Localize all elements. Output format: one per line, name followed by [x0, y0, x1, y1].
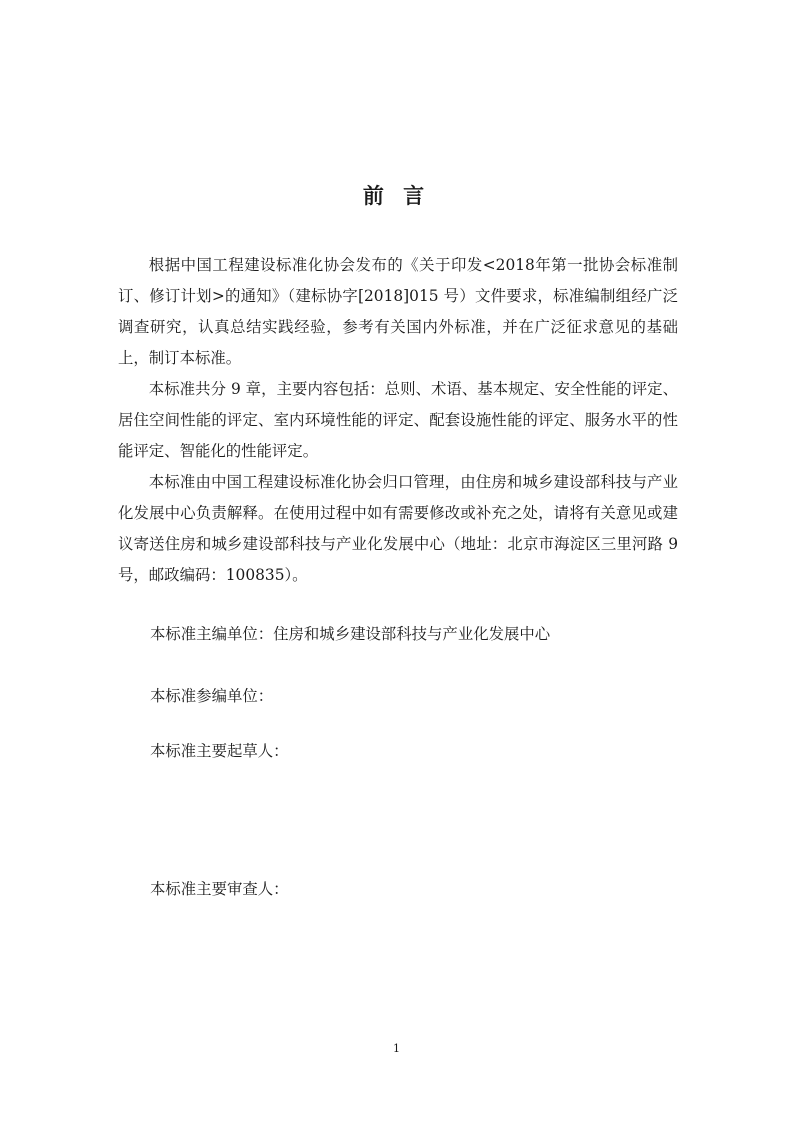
page-title: 前 言: [362, 183, 431, 208]
participating-units: 本标准参编单位：: [150, 687, 274, 705]
main-drafters: 本标准主要起草人：: [150, 742, 289, 760]
chief-editor-unit: 本标准主编单位：住房和城乡建设部科技与产业化发展中心: [150, 625, 551, 643]
preface-paragraph-contents: 本标准共分 9 章，主要内容包括：总则、术语、基本规定、安全性能的评定、居住空间性能的评定、室内环境性能的评定、配套设施性能的评定、服务水平的性能评定、智能化的性能评定。: [118, 380, 678, 460]
preface-paragraph-management: 本标准由中国工程建设标准化协会归口管理，由住房和城乡建设部科技与产业化发展中心负责解释。在使用过程中如有需要修改或补充之处，请将有关意见或建议寄送住房和城乡建设部科技与产业化发展中心（地址：北京市海淀区三里河路 9 号，邮政编码：100835）。: [118, 473, 678, 584]
preface-paragraph-basis: 根据中国工程建设标准化协会发布的《关于印发<2018年第一批协会标准制订、修订计划>的通知》（建标协字[2018]015 号）文件要求，标准编制组经广泛调查研究，认真总结实践经验，参考有关国内外标准，并在广泛征求意见的基础上，制订本标准。: [118, 256, 678, 367]
main-reviewers: 本标准主要审查人：: [150, 880, 289, 898]
page-number: 1: [393, 1042, 400, 1055]
preface-body: [118, 250, 678, 591]
